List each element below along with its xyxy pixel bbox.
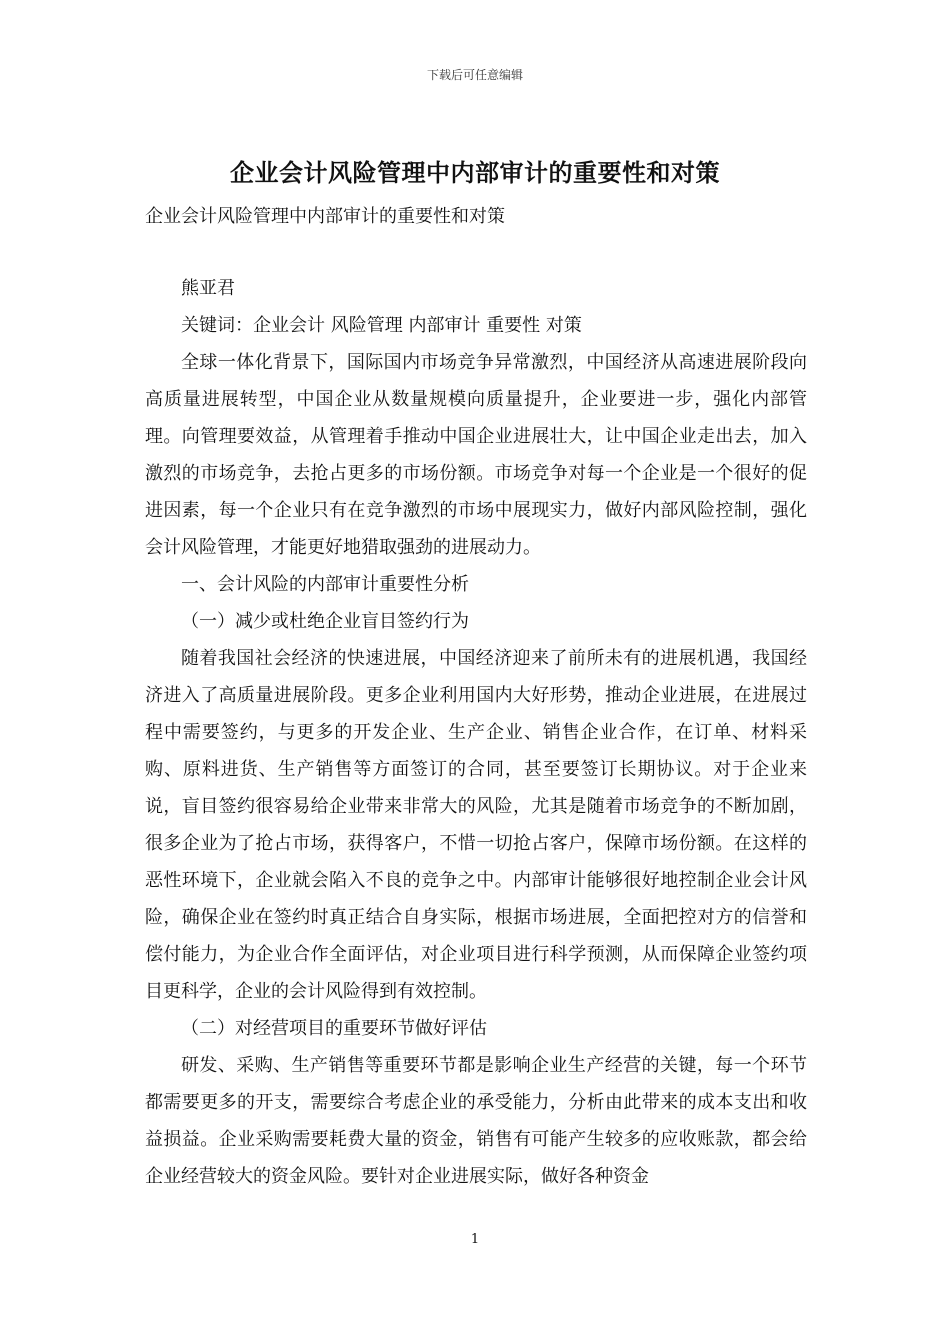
keywords-line: 关键词：企业会计 风险管理 内部审计 重要性 对策 <box>181 315 582 336</box>
paragraph-evaluation: 研发、采购、生产销售等重要环节都是影响企业生产经营的关键，每一个环节都需要更多的开支，需要综合考虑企业的承受能力，分析由此带来的成本支出和收益损益。企业采购需要耗费大量的资金，销售有可能产生较多的应收账款，都会给企业经营较大的资金风险。要针对企业进展实际，做好各种资金 <box>145 1055 807 1187</box>
subsection-heading-2: （二）对经营项目的重要环节做好评估 <box>181 1018 487 1039</box>
document-subtitle: 企业会计风险管理中内部审计的重要性和对策 <box>145 206 505 227</box>
section-heading-1: 一、会计风险的内部审计重要性分析 <box>181 574 469 595</box>
paragraph-intro: 全球一体化背景下，国际国内市场竞争异常激烈，中国经济从高速进展阶段向高质量进展转型，中国企业从数量规模向质量提升，企业要进一步，强化内部管理。向管理要效益，从管理着手推动中国企业进展壮大，让中国企业走出去，加入激烈的市场竞争，去抢占更多的市场份额。市场竞争对每一个企业是一个很好的促进因素，每一个企业只有在竞争激烈的市场中展现实力，做好内部风险控制，强化会计风险管理，才能更好地猎取强劲的进展动力。 <box>145 352 807 558</box>
paragraph-signing: 随着我国社会经济的快速进展，中国经济迎来了前所未有的进展机遇，我国经济进入了高质量进展阶段。更多企业利用国内大好形势，推动企业进展，在进展过程中需要签约，与更多的开发企业、生产企业、销售企业合作，在订单、材料采购、原料进货、生产销售等方面签订的合同，甚至要签订长期协议。对于企业来说，盲目签约很容易给企业带来非常大的风险，尤其是随着市场竞争的不断加剧，很多企业为了抢占市场，获得客户，不惜一切抢占客户，保障市场份额。在这样的恶性环境下，企业就会陷入不良的竞争之中。内部审计能够很好地控制企业会计风险，确保企业在签约时真正结合自身实际，根据市场进展，全面把控对方的信誉和偿付能力，为企业合作全面评估，对企业项目进行科学预测，从而保障企业签约项目更科学，企业的会计风险得到有效控制。 <box>145 648 807 1002</box>
header-note: 下载后可任意编辑 <box>426 68 523 82</box>
page-number: 1 <box>470 1232 480 1247</box>
subsection-heading-1: （一）减少或杜绝企业盲目签约行为 <box>181 611 469 632</box>
document-body <box>145 270 807 1195</box>
document-title: 企业会计风险管理中内部审计的重要性和对策 <box>230 158 720 187</box>
author-name: 熊亚君 <box>181 278 235 299</box>
